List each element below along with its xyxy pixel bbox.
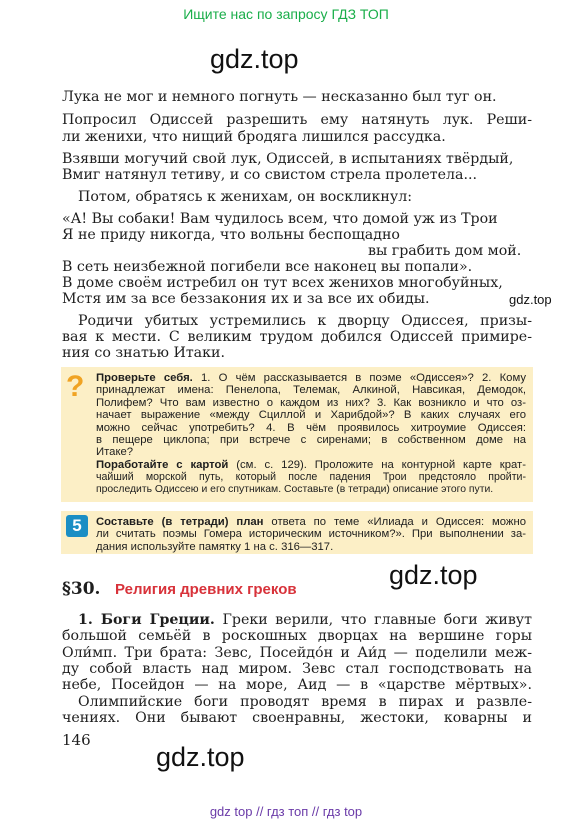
text-line: в пещере циклопа; при встрече с сиренами; в собственном доме на bbox=[96, 434, 526, 446]
text-line: «А! Вы собаки! Вам чудилось всем, что домой уж из Трои bbox=[62, 211, 498, 227]
text-line: чениях. Они бывают своенравны, жестоки, коварны и bbox=[62, 709, 532, 726]
text-line: вая к мести. С великим трудом добился Одиссей примире- bbox=[62, 329, 532, 345]
section-number: §30. bbox=[62, 579, 101, 599]
text-line: Лука не мог и немного погнуть — несказанно был туг он. bbox=[62, 89, 497, 105]
text-line: начает выражение «между Сциллой и Харибдой»? В каких случаях его bbox=[96, 409, 526, 422]
text-line: вы грабить дом мой. bbox=[368, 243, 522, 259]
text-line: Проверьте себя. 1. О чём рассказывается в поэме «Одиссея»? 2. Кому bbox=[96, 372, 526, 384]
top-banner[interactable]: Ищите нас по запросу ГДЗ ТОП bbox=[183, 6, 389, 22]
text-line: Итаке? bbox=[96, 446, 134, 459]
text-line: Родичи убитых устремились к дворцу Одиссея, призы- bbox=[78, 313, 532, 329]
text-line: Я не приду никогда, что вольны беспощадно bbox=[62, 227, 400, 243]
text-line: Олимпийские боги проводят время в пирах и развле- bbox=[78, 693, 532, 710]
text-line: чайший морской путь, который после падения Трои предстояло пройти- bbox=[96, 471, 526, 484]
watermark: gdz.top bbox=[389, 560, 478, 590]
text-line: можно сейчас употребить? 4. В чём проявилось хитроумие Одиссея: bbox=[96, 421, 526, 434]
text-line: Взявши могучий свой лук, Одиссей, в испытаниях твёрдый, bbox=[62, 151, 514, 167]
text-line: В сеть неизбежной погибели все наконец вы попали». bbox=[62, 259, 473, 275]
text-line: большой семьёй в роскошных дворцах на вершине горы bbox=[62, 628, 532, 645]
text-line: 1. Боги Греции. Греки верили, что главные боги живут bbox=[78, 612, 533, 628]
text-line: проследить Одиссею и его спутникам. Составьте (в тетради) описание этого пути. bbox=[96, 483, 494, 495]
text-line: ли считать поэмы Гомера историческим источником?». При выполнении за- bbox=[96, 528, 526, 541]
text-line: небе, Посейдон — на море, Аид — в «царстве мёртвых». bbox=[62, 677, 532, 694]
text-line: В доме своём истребил он тут всех женихов многобуйных, bbox=[62, 275, 503, 291]
text-line: ду собой власть над миром. Зевс стал господствовать на bbox=[62, 660, 532, 677]
plan-icon: 5 bbox=[66, 515, 88, 537]
footer-links[interactable]: gdz top // гдз топ // гдз top bbox=[209, 804, 363, 819]
bold-lead: Составьте (в тетради) план bbox=[96, 516, 264, 528]
bold-lead: Проверьте себя. bbox=[96, 372, 193, 384]
watermark: gdz.top bbox=[509, 292, 552, 307]
text-line: Поработайте с картой (см. с. 129). Проложите на контурной карте крат- bbox=[96, 458, 526, 471]
text-line: Вмиг натянул тетиву, и со свистом стрела пролетела... bbox=[62, 167, 478, 183]
watermark: gdz.top bbox=[210, 44, 299, 74]
watermark: gdz.top bbox=[156, 742, 245, 772]
question-mark-icon: ? bbox=[66, 370, 85, 403]
text-line: Составьте (в тетради) план ответа по теме «Илиада и Одиссея: можно bbox=[96, 516, 526, 528]
text-line: принадлежат имена: Пенелопа, Телемак, Алкиной, Навсикая, Демодок, bbox=[96, 384, 526, 397]
text-line: Потом, обратясь к женихам, он воскликнул: bbox=[78, 189, 412, 205]
text-line: ния со знатью Итаки. bbox=[62, 345, 225, 361]
text-line: Мстя им за все беззакония их и за все их обиды. bbox=[62, 291, 430, 307]
subheading: 1. Боги Греции. bbox=[78, 612, 215, 628]
section-title: Религия древних греков bbox=[115, 581, 297, 598]
page-number: 146 bbox=[62, 731, 91, 749]
text-line: Полифем? Что вам известно о каждом из них? 3. Как возникло и что оз- bbox=[96, 396, 526, 409]
text-line: Попросил Одиссей разрешить ему натянуть лук. Реши- bbox=[62, 112, 532, 128]
text-line: Оли́мп. Три брата: Зевс, Посейдо́н и Аи́д — поделили меж- bbox=[62, 644, 532, 661]
text-line: дания используйте памятку 1 на с. 316—317. bbox=[96, 540, 334, 553]
bold-lead: Поработайте с картой bbox=[96, 458, 229, 471]
text-line: ли женихи, что нищий бродяга лишился рассудка. bbox=[62, 129, 446, 145]
